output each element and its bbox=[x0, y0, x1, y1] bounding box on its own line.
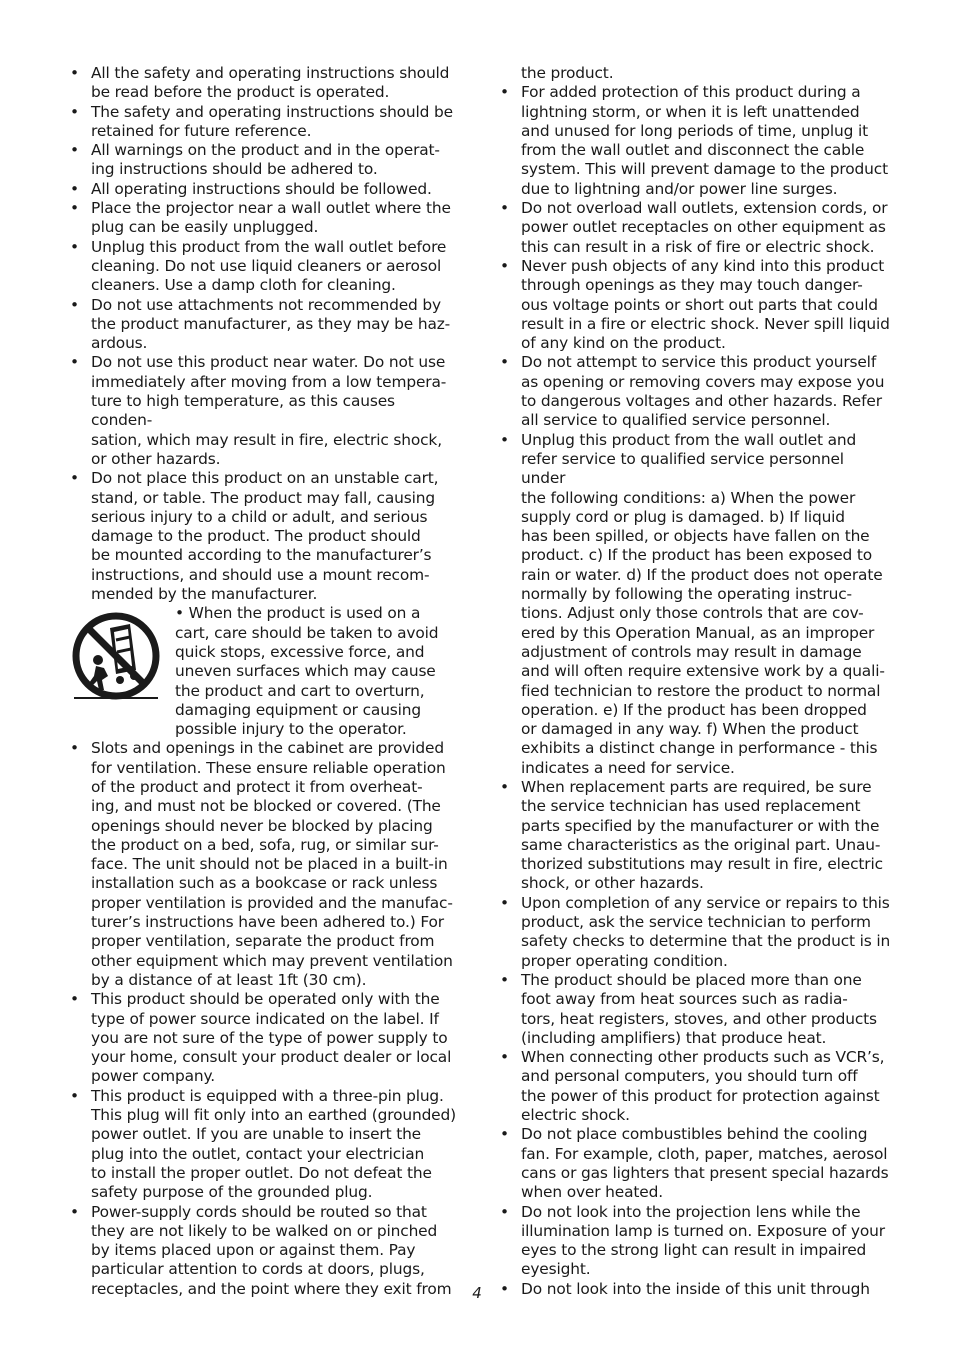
safety-item: • This product should be operated only with the type of power source indicated on the label. If you are not sure of the type of power supply to your home, consult your product dealer or local power company. bbox=[70, 990, 458, 1086]
continued-text: the product. bbox=[521, 64, 614, 82]
cart-warning-block bbox=[70, 604, 458, 739]
safety-item: • All warnings on the product and in the operat- ing instructions should be adhered to. bbox=[70, 141, 458, 180]
safety-item: • All the safety and operating instructions should be read before the product is operated. bbox=[70, 64, 458, 103]
cart-warning-text: • When the product is used on a cart, care should be taken to avoid quick stops, excessive force, and uneven surfaces which may cause the product and cart to overturn, damaging equipment or causing possible injury to the operator. bbox=[175, 604, 439, 739]
safety-item: • Do not place this product on an unstable cart, stand, or table. The product may fall, causing serious injury to a child or adult, and serious damage to the product. The product should be mounted according to the manufacturer’s instructions, and should use a mount recom- mended by the manufacturer. bbox=[70, 469, 458, 604]
safety-item: • Power-supply cords should be routed so that they are not likely to be walked on or pinched by items placed upon or against them. Pay particular attention to cords at doors, plugs, receptacles, and the point where they exit from bbox=[70, 1203, 458, 1299]
safety-item: • Do not use this product near water. Do not use immediately after moving from a low tempera- ture to high temperature, as this causes conden- sation, which may result in fire, electric shock, or other hazards. bbox=[70, 353, 458, 469]
left-column bbox=[70, 64, 458, 1299]
safety-item: • This product is equipped with a three-pin plug. This plug will fit only into an earthed (grounded) power outlet. If you are unable to insert the plug into the outlet, contact your electrician to install the proper outlet. Do not defeat the safety purpose of the grounded plug. bbox=[70, 1087, 458, 1203]
safety-item: • Do not place combustibles behind the cooling fan. For example, cloth, paper, matches, aerosol cans or gas lighters that present special hazards when over heated. bbox=[500, 1125, 892, 1202]
safety-item: • Do not look into the projection lens while the illumination lamp is turned on. Exposure of your eyes to the strong light can result in impaired eyesight. bbox=[500, 1203, 892, 1280]
safety-item: • Unplug this product from the wall outlet and refer service to qualified service personnel under the following conditions: a) When the power supply cord or plug is damaged. b) If liquid has been spilled, or objects have fallen on the product. c) If the product has been exposed to rain or water. d) If the product does not operate normally by following the operating instruc- tions. Adjust only those controls that are cov- ered by this Operation Manual, as an improper adjustment of controls may result in damage and will often require extensive work by a quali- fied technician to restore the product to normal operation. e) If the product has been dropped or damaged in any way. f) When the product exhibits a distinct change in performance - this indicates a need for service. bbox=[500, 431, 892, 778]
safety-item: • When replacement parts are required, be sure the service technician has used replacement parts specified by the manufacturer or with the same characteristics as the original part. Unau- thorized substitutions may result in fire, electric shock, or other hazards. bbox=[500, 778, 892, 894]
safety-item: • Unplug this product from the wall outlet before cleaning. Do not use liquid cleaners or aerosol cleaners. Use a damp cloth for cleaning. bbox=[70, 238, 458, 296]
safety-item: • The safety and operating instructions should be retained for future reference. bbox=[70, 103, 458, 142]
safety-item: • For added protection of this product during a lightning storm, or when it is left unattended and unused for long periods of time, unplug it from the wall outlet and disconnect the cable system. This will prevent damage to the product due to lightning and/or power line surges. bbox=[500, 83, 892, 199]
page-number: 4 bbox=[472, 1284, 482, 1302]
safety-item: • Do not use attachments not recommended by the product manufacturer, as they may be haz- ardous. bbox=[70, 296, 458, 354]
safety-item: • The product should be placed more than one foot away from heat sources such as radia- tors, heat registers, stoves, and other products (including amplifiers) that produce heat. bbox=[500, 971, 892, 1048]
safety-list-right bbox=[500, 83, 892, 1299]
safety-item: • Slots and openings in the cabinet are provided for ventilation. These ensure reliable operation of the product and protect it from overheat- ing, and must not be blocked or covered. (The openings should never be blocked by placing the product on a bed, sofa, rug, or similar sur- face. The unit should not be placed in a built-in installation such as a bookcase or rack unless proper ventilation is provided and the manufac- turer’s instructions have been adhered to.) For proper ventilation, separate the product from other equipment which may prevent ventilation by a distance of at least 1ft (30 cm). bbox=[70, 739, 458, 990]
safety-item: • When connecting other products such as VCR’s, and personal computers, you should turn off the power of this product for protection against electric shock. bbox=[500, 1048, 892, 1125]
safety-item: • Never push objects of any kind into this product through openings as they may touch danger- ous voltage points or short out parts that could result in a fire or electric shock. Never spill liquid of any kind on the product. bbox=[500, 257, 892, 353]
cart-tip-over-warning-icon bbox=[70, 604, 175, 707]
safety-item: • Place the projector near a wall outlet where the plug can be easily unplugged. bbox=[70, 199, 458, 238]
safety-list-bottom bbox=[70, 739, 458, 1299]
safety-item: • Do not overload wall outlets, extension cords, or power outlet receptacles on other equipment as this can result in a risk of fire or electric shock. bbox=[500, 199, 892, 257]
safety-item: • Do not attempt to service this product yourself as opening or removing covers may expose you to dangerous voltages and other hazards. Refer all service to qualified service personnel. bbox=[500, 353, 892, 430]
safety-list-top bbox=[70, 64, 458, 604]
safety-item: • All operating instructions should be followed. bbox=[70, 180, 458, 199]
right-column bbox=[500, 64, 892, 1299]
safety-item: • Do not look into the inside of this unit through bbox=[500, 1280, 892, 1299]
safety-item: • Upon completion of any service or repairs to this product, ask the service technician to perform safety checks to determine that the product is in proper operating condition. bbox=[500, 894, 892, 971]
